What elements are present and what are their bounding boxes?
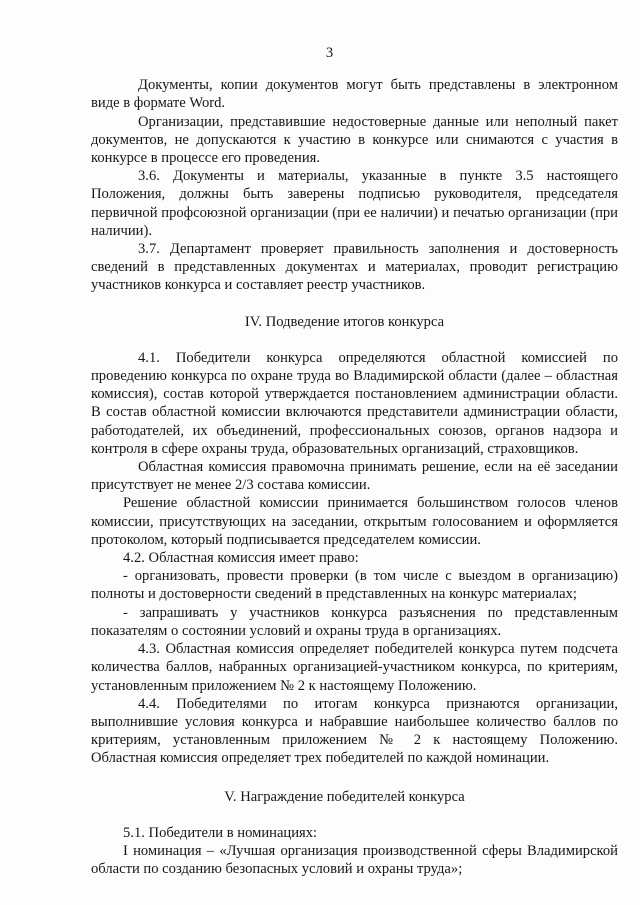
section-5-body — [91, 824, 618, 879]
paragraph-4-2: 4.2. Областная комиссия имеет право: — [123, 550, 359, 567]
paragraph-docs-electronic: Документы, копии документов могут быть представлены в электронном виде в формате Word. — [91, 77, 618, 112]
paragraph-3-6: 3.6. Документы и материалы, указанные в пункте 3.5 настоящего Положения, должны быть заверены подписью руководителя, председателя первичной профсоюзной организации (при ее наличии) и печатью организации (при наличии). — [91, 168, 618, 239]
paragraph-4-1: 4.1. Победители конкурса определяются областной комиссией по проведению конкурса по охране труда во Владимирской области (далее – областная комиссия), состав которой утверждается постановлением администрации области. В состав областной комиссии включаются представители администрации области, работодателей, их объединений, профессиональных союзов, органов надзора и контроля в сфере охраны труда, образовательных организаций, страховщиков. — [91, 349, 618, 457]
page-number: 3 — [325, 45, 334, 61]
paragraph-4-3: 4.3. Областная комиссия определяет победителей конкурса путем подсчета количества баллов, набранных организацией-участником конкурса, по критериям, установленным приложением № 2 к настоящему Положению. — [91, 641, 618, 694]
paragraphs-top — [91, 76, 618, 294]
paragraph-nomination-1: I номинация – «Лучшая организация производственной сферы Владимирской области по созданию безопасных условий и охраны труда»; — [91, 842, 618, 878]
paragraph-5-1: 5.1. Победители в номинациях: — [123, 824, 318, 841]
paragraph-quorum: Областная комиссия правомочна принимать решение, если на её заседании присутствует не менее 2/3 состава комиссии. — [91, 459, 618, 494]
section-4-heading: IV. Подведение итогов конкурса — [244, 313, 445, 330]
paragraph-4-4: 4.4. Победителями по итогам конкурса признаются организации, выполнившие условия конкурса и набравшие наибольшее количество баллов по критериям, установленным приложением № 2 к настоящему Положению. Областная комиссия определяет трех победителей по каждой номинации. — [91, 695, 618, 767]
paragraph-unreliable-data: Организации, представившие недостоверные данные или неполный пакет документов, не допускаются к участию в конкурсе или снимаются с участия в конкурсе в процессе его проведения. — [91, 113, 618, 167]
paragraph-right-1: - организовать, провести проверки (в том числе с выездом в организацию) полноты и достоверности сведений в представленных на конкурс материалах; — [91, 568, 618, 603]
section-4-body — [91, 349, 618, 768]
paragraph-decision: Решение областной комиссии принимается большинством голосов членов комиссии, присутствующих на заседании, открытым голосованием и оформляется протоколом, который подписывается председателем комиссии. — [91, 495, 618, 548]
paragraph-right-2: - запрашивать у участников конкурса разъяснения по представленным показателям о состоянии условий и охраны труда в организациях. — [91, 604, 618, 639]
section-5-heading: V. Награждение победителей конкурса — [224, 788, 465, 805]
paragraph-3-7: 3.7. Департамент проверяет правильность заполнения и достоверность сведений в представленных документах и материалах, проводит регистрацию участников конкурса и составляет реестр участников. — [91, 241, 618, 294]
